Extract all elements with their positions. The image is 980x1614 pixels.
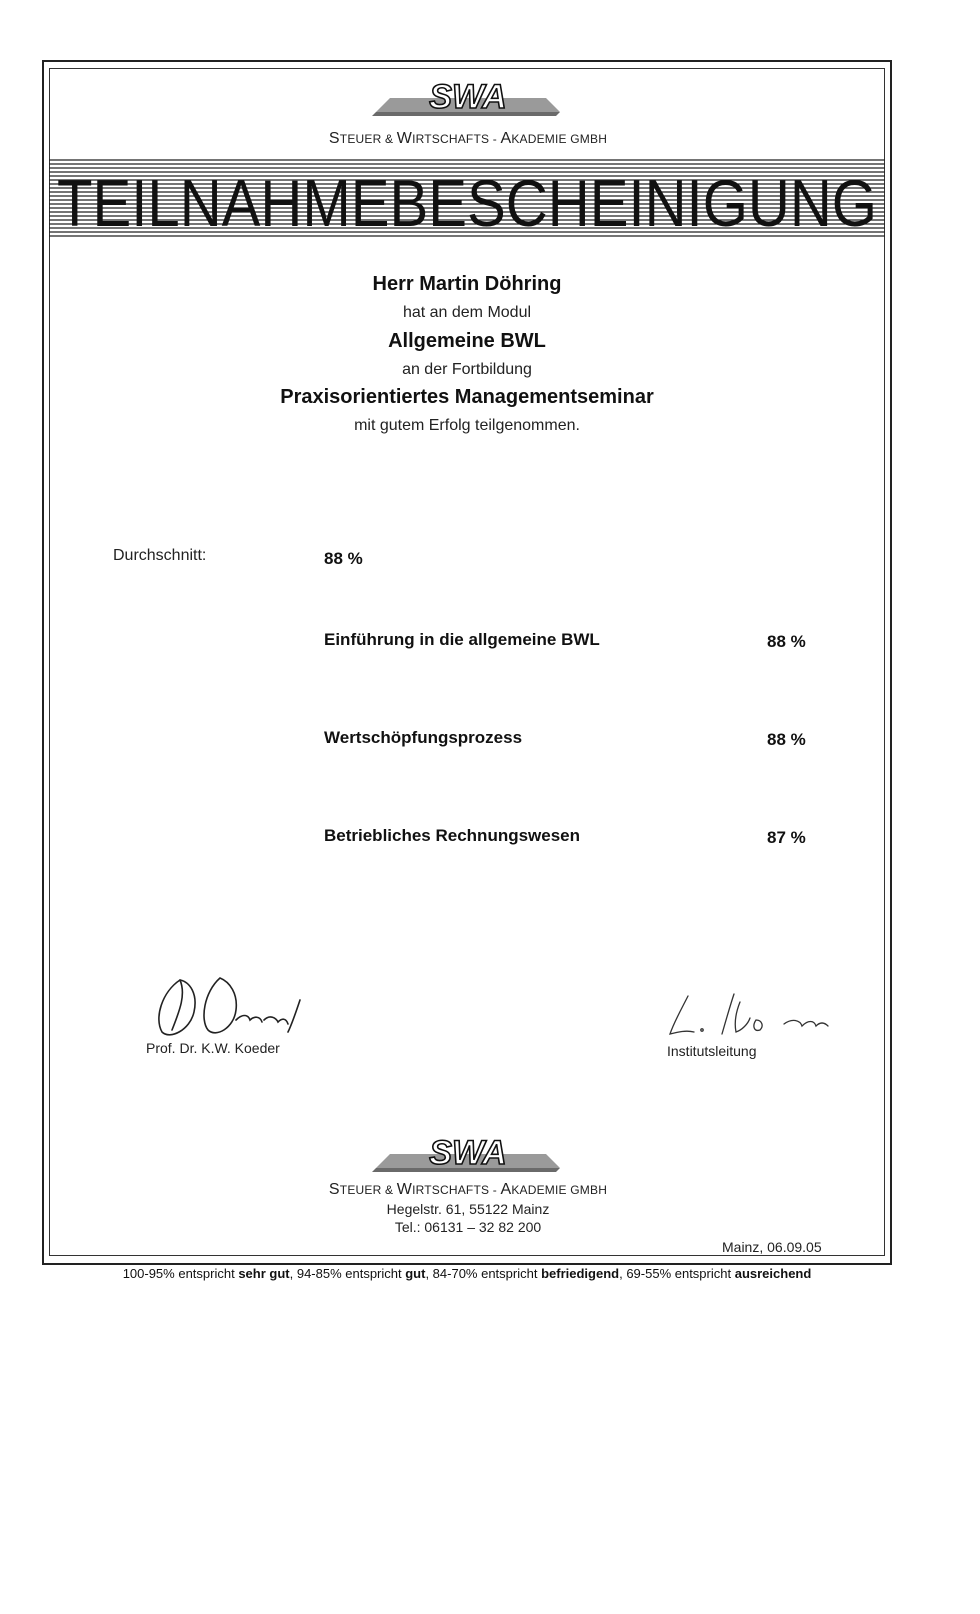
program-name: Praxisorientiertes Managementseminar [280, 386, 654, 408]
average-label: Durchschnitt: [113, 547, 207, 564]
swa-logo-text: SWA [429, 1134, 507, 1172]
signature-left [150, 970, 320, 1042]
grading-scale-note: 100-95% entspricht sehr gut, 94-85% entspricht gut, 84-70% entspricht befriedigend, 69-55% entspricht ausreichend [122, 1266, 812, 1281]
swa-logo-graphic [368, 1128, 568, 1176]
company-phone: Tel.: 06131 – 32 82 200 [394, 1219, 542, 1235]
title-band [49, 158, 885, 240]
recipient-name: Herr Martin Döhring [372, 273, 562, 295]
statement-line-2: an der Fortbildung [402, 361, 532, 378]
result-item-name: Wertschöpfungsprozess [324, 728, 523, 747]
result-item-name: Betriebliches Rechnungswesen [324, 826, 581, 845]
company-address: Hegelstr. 61, 55122 Mainz [386, 1201, 550, 1217]
signatory-right-title: Institutsleitung [667, 1043, 757, 1059]
swa-logo-top [368, 72, 568, 120]
company-name-bottom: STEUER & WIRTSCHAFTS - AKADEMIE GMBH [328, 1181, 608, 1198]
statement-line-1: hat an dem Modul [402, 304, 532, 321]
result-item-name: Einführung in die allgemeine BWL [324, 630, 600, 649]
place-date: Mainz, 06.09.05 [722, 1239, 822, 1255]
average-value: 88 % [324, 549, 363, 568]
handwritten-signature-left [150, 970, 320, 1042]
company-name-top: STEUER & WIRTSCHAFTS - AKADEMIE GMBH [328, 130, 608, 147]
result-item-score: 88 % [767, 632, 806, 651]
certificate-title: TEILNAHMEBESCHEINIGUNG [57, 166, 877, 240]
certificate-inner-border [49, 68, 885, 1256]
handwritten-signature-right [664, 990, 844, 1040]
signature-right [664, 990, 844, 1040]
swa-logo-bottom [368, 1128, 568, 1176]
swa-logo-text: SWA [429, 78, 507, 116]
swa-logo-graphic [368, 72, 568, 120]
statement-line-3: mit gutem Erfolg teilgenommen. [354, 417, 580, 434]
result-item-score: 88 % [767, 730, 806, 749]
signatory-left-name: Prof. Dr. K.W. Koeder [146, 1040, 280, 1056]
result-item-score: 87 % [767, 828, 806, 847]
module-name: Allgemeine BWL [388, 330, 546, 352]
